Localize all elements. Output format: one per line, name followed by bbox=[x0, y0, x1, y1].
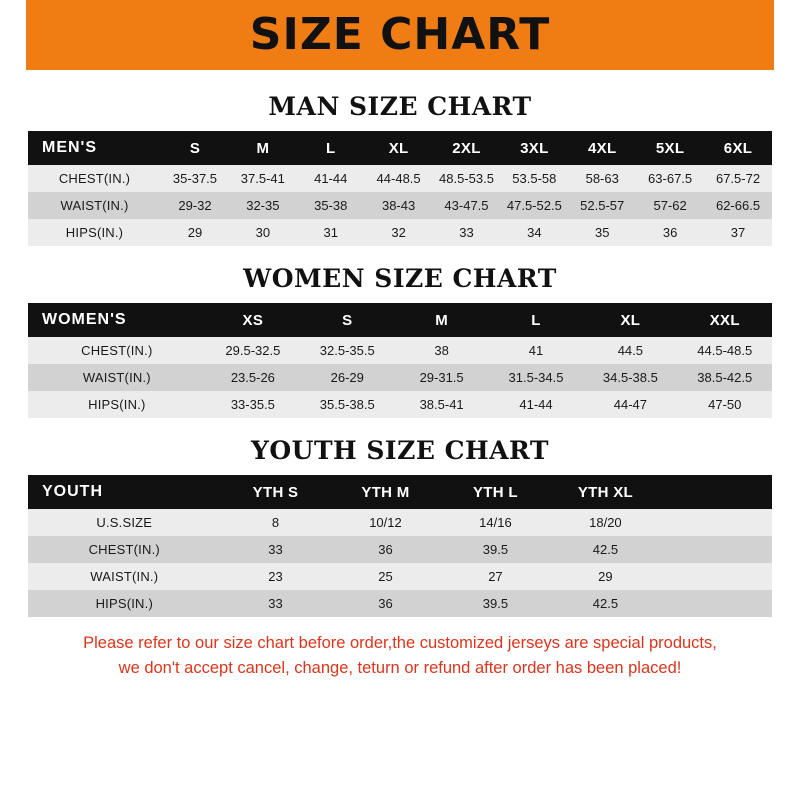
men-waist-l: 35-38 bbox=[314, 198, 348, 213]
youth-hips-l: 39.5 bbox=[482, 596, 509, 611]
youth-header-xl: YTH XL bbox=[577, 483, 633, 501]
men-chest-xl: 44-48.5 bbox=[376, 171, 421, 186]
youth-chest-s: 33 bbox=[268, 542, 283, 557]
men-hips-xl: 32 bbox=[391, 225, 406, 240]
youth-waist-label: WAIST(IN.) bbox=[90, 569, 159, 584]
youth-hips-xl: 42.5 bbox=[592, 596, 619, 611]
women-hips-xl: 44-47 bbox=[613, 397, 647, 412]
women-hips-m: 38.5-41 bbox=[419, 397, 464, 412]
table-header-row bbox=[28, 131, 772, 165]
youth-waist-s: 23 bbox=[268, 569, 283, 584]
men-table-body bbox=[28, 165, 772, 246]
table-header-row bbox=[28, 303, 772, 337]
women-hips-label: HIPS(IN.) bbox=[88, 397, 146, 412]
men-waist-2xl: 43-47.5 bbox=[444, 198, 489, 213]
men-header-label: MEN'S bbox=[42, 139, 98, 156]
youth-waist-l: 27 bbox=[488, 569, 503, 584]
women-header-label: WOMEN'S bbox=[42, 311, 127, 328]
youth-chest-m: 36 bbox=[378, 542, 393, 557]
table-row bbox=[28, 192, 772, 219]
men-chest-5xl: 63-67.5 bbox=[648, 171, 693, 186]
women-hips-xxl: 47-50 bbox=[708, 397, 742, 412]
table-row bbox=[28, 364, 772, 391]
men-chest-l: 41-44 bbox=[314, 171, 348, 186]
content-area bbox=[0, 92, 800, 681]
youth-hips-s: 33 bbox=[268, 596, 283, 611]
men-chest-label: CHEST(IN.) bbox=[58, 171, 131, 186]
youth-table-body bbox=[28, 509, 772, 617]
men-hips-6xl: 37 bbox=[730, 225, 746, 240]
youth-table-head bbox=[28, 475, 772, 509]
men-waist-4xl: 52.5-57 bbox=[580, 198, 625, 213]
women-chest-xxl: 44.5-48.5 bbox=[697, 343, 753, 358]
men-section-title: MAN SIZE CHART bbox=[268, 92, 532, 121]
youth-header-s: YTH S bbox=[252, 483, 299, 501]
women-header-s: S bbox=[342, 311, 353, 329]
table-row bbox=[28, 219, 772, 246]
youth-header-spacer bbox=[660, 475, 772, 509]
women-table-body bbox=[28, 337, 772, 418]
men-table-head bbox=[28, 131, 772, 165]
men-chest-6xl: 67.5-72 bbox=[715, 171, 761, 186]
women-hips-xs: 33-35.5 bbox=[230, 397, 275, 412]
men-waist-3xl: 47.5-52.5 bbox=[506, 198, 562, 213]
women-chest-label: CHEST(IN.) bbox=[81, 343, 153, 358]
men-chest-s: 35-37.5 bbox=[172, 171, 218, 186]
youth-header-l: YTH L bbox=[473, 483, 518, 501]
youth-header-m: YTH M bbox=[361, 483, 410, 501]
table-row bbox=[28, 509, 772, 536]
men-header-6xl: 6XL bbox=[723, 139, 753, 157]
table-row bbox=[28, 536, 772, 563]
women-waist-xl: 34.5-38.5 bbox=[602, 370, 658, 385]
women-section-title: WOMEN SIZE CHART bbox=[243, 264, 557, 293]
table-row bbox=[28, 391, 772, 418]
men-header-s: S bbox=[189, 139, 201, 157]
men-chest-2xl: 48.5-53.5 bbox=[439, 171, 494, 186]
women-waist-xs: 23.5-26 bbox=[230, 370, 275, 385]
women-waist-m: 29-31.5 bbox=[419, 370, 464, 385]
youth-ussize-label: U.S.SIZE bbox=[96, 515, 153, 530]
youth-waist-xl: 29 bbox=[598, 569, 613, 584]
women-waist-xxl: 38.5-42.5 bbox=[697, 370, 753, 385]
men-chest-m: 37.5-41 bbox=[240, 171, 285, 186]
men-hips-s: 29 bbox=[187, 225, 203, 240]
women-header-xs: XS bbox=[242, 311, 264, 329]
women-chest-s: 32.5-35.5 bbox=[319, 343, 375, 358]
men-header-xl: XL bbox=[388, 139, 409, 157]
men-hips-3xl: 34 bbox=[527, 225, 542, 240]
youth-ussize-spacer bbox=[660, 509, 772, 536]
youth-hips-m: 36 bbox=[378, 596, 393, 611]
footnote-line-2: we don't accept cancel, change, teturn or refund after order has been placed! bbox=[118, 658, 682, 677]
men-header-4xl: 4XL bbox=[588, 139, 617, 157]
men-hips-label: HIPS(IN.) bbox=[65, 225, 124, 240]
youth-chest-label: CHEST(IN.) bbox=[88, 542, 160, 557]
women-size-table bbox=[28, 303, 772, 418]
women-chest-xl: 44.5 bbox=[617, 343, 644, 358]
footnote-line-1: Please refer to our size chart before order,the customized jerseys are special products, bbox=[83, 634, 717, 652]
youth-waist-spacer bbox=[660, 563, 772, 590]
men-waist-6xl: 62-66.5 bbox=[715, 198, 761, 213]
women-waist-l: 31.5-34.5 bbox=[508, 370, 564, 385]
youth-ussize-m: 10/12 bbox=[369, 515, 402, 530]
men-waist-label: WAIST(IN.) bbox=[60, 198, 129, 213]
youth-ussize-xl: 18/20 bbox=[589, 515, 622, 530]
men-waist-s: 29-32 bbox=[178, 198, 212, 213]
women-header-xl: XL bbox=[620, 311, 641, 329]
youth-header-label: YOUTH bbox=[42, 483, 103, 500]
table-row bbox=[28, 165, 772, 192]
men-hips-5xl: 36 bbox=[662, 225, 678, 240]
banner-left-notch bbox=[0, 0, 26, 70]
women-header-m: M bbox=[435, 311, 448, 329]
women-hips-l: 41-44 bbox=[519, 397, 553, 412]
banner-right-notch bbox=[774, 0, 800, 70]
men-hips-4xl: 35 bbox=[594, 225, 610, 240]
women-chest-l: 41 bbox=[528, 343, 544, 358]
men-size-table bbox=[28, 131, 772, 246]
men-waist-m: 32-35 bbox=[246, 198, 280, 213]
women-header-xxl: XXL bbox=[709, 311, 740, 329]
youth-chest-xl: 42.5 bbox=[592, 542, 619, 557]
men-hips-l: 31 bbox=[323, 225, 338, 240]
page-banner bbox=[0, 0, 800, 70]
women-chest-xs: 29.5-32.5 bbox=[225, 343, 281, 358]
youth-hips-label: HIPS(IN.) bbox=[95, 596, 153, 611]
women-chest-m: 38 bbox=[434, 343, 449, 358]
youth-chest-l: 39.5 bbox=[482, 542, 509, 557]
youth-section-title: YOUTH SIZE CHART bbox=[251, 436, 549, 465]
women-table-head bbox=[28, 303, 772, 337]
women-hips-s: 35.5-38.5 bbox=[319, 397, 375, 412]
men-header-l: L bbox=[325, 139, 336, 157]
table-header-row bbox=[28, 475, 772, 509]
youth-ussize-l: 14/16 bbox=[479, 515, 512, 530]
table-row bbox=[28, 337, 772, 364]
women-waist-s: 26-29 bbox=[330, 370, 364, 385]
men-header-m: M bbox=[256, 139, 270, 157]
women-waist-label: WAIST(IN.) bbox=[82, 370, 151, 385]
men-chest-4xl: 58-63 bbox=[585, 171, 619, 186]
youth-size-table bbox=[28, 475, 772, 617]
youth-chest-spacer bbox=[660, 536, 772, 563]
men-header-5xl: 5XL bbox=[655, 139, 685, 157]
table-row bbox=[28, 590, 772, 617]
men-header-3xl: 3XL bbox=[520, 139, 549, 157]
table-row bbox=[28, 563, 772, 590]
men-waist-5xl: 57-62 bbox=[653, 198, 687, 213]
men-hips-m: 30 bbox=[255, 225, 271, 240]
men-hips-2xl: 33 bbox=[459, 225, 474, 240]
men-header-2xl: 2XL bbox=[452, 139, 481, 157]
footnote bbox=[28, 631, 772, 681]
youth-ussize-s: 8 bbox=[271, 515, 280, 530]
youth-hips-spacer bbox=[660, 590, 772, 617]
men-chest-3xl: 53.5-58 bbox=[512, 171, 557, 186]
women-header-l: L bbox=[531, 311, 541, 329]
youth-waist-m: 25 bbox=[378, 569, 393, 584]
page-title: SIZE CHART bbox=[249, 9, 551, 60]
men-waist-xl: 38-43 bbox=[381, 198, 416, 213]
